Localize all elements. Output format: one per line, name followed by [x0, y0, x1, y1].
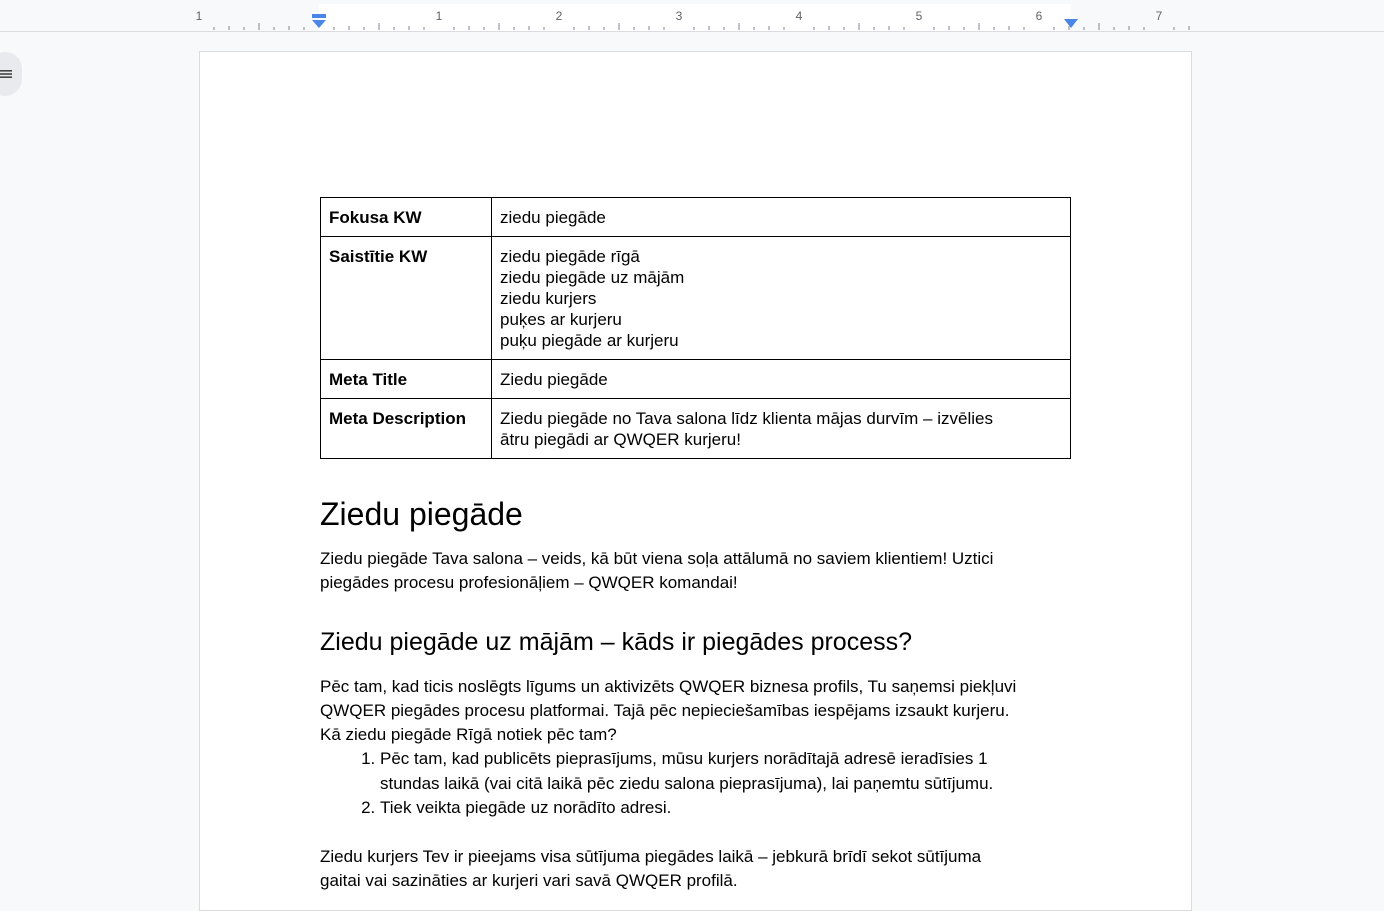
horizontal-ruler [0, 0, 1384, 32]
text-line: gaitai vai sazināties ar kurjeri vari savā QWQER profilā. [320, 870, 738, 890]
list-item[interactable] [380, 796, 1072, 821]
text-line: Pēc tam, kad ticis noslēgts līgums un aktivizēts QWQER biznesa profils, Tu saņemsi piekļuvi [320, 677, 1017, 696]
ruler-label: 1 [195, 9, 203, 23]
cell-line: ziedu piegāde uz mājām [500, 268, 685, 287]
cell-line: Ziedu piegāde no Tava salona līdz klienta mājas durvīm – izvēlies [500, 409, 993, 428]
seo-meta-table[interactable] [320, 197, 1071, 459]
table-key-cell[interactable]: Saistītie KW [321, 237, 492, 360]
text-line: Kā ziedu piegāde Rīgā notiek pēc tam? [320, 725, 617, 744]
ruler-label: 3 [675, 9, 683, 23]
cell-line: puķu piegāde ar kurjeru [500, 331, 679, 350]
cell-line: puķes ar kurjeru [500, 310, 622, 329]
text-line: 1. Pēc tam, kad publicēts pieprasījums, mūsu kurjers norādītajā adresē ieradīsies 1 [380, 749, 988, 768]
table-key-cell[interactable]: Meta Title [321, 360, 492, 399]
ruler-label: 5 [915, 9, 923, 23]
table-row [321, 360, 1071, 399]
table-row [321, 237, 1071, 360]
section-heading[interactable]: Ziedu piegāde uz mājām – kāds ir piegādes process? [320, 628, 913, 656]
document-body[interactable] [320, 197, 1072, 893]
cell-line: ziedu kurjers [500, 289, 597, 308]
process-steps-list[interactable] [320, 747, 1072, 821]
text-line: QWQER piegādes procesu platformai. Tajā pēc nepieciešamības iespējams izsaukt kurjeru. [320, 701, 1010, 720]
cell-line: ātru piegādi ar QWQER kurjeru! [500, 430, 741, 449]
text-line: 2. Tiek veikta piegāde uz norādīto adresi. [380, 798, 672, 817]
document-page[interactable] [199, 51, 1192, 911]
left-indent-marker[interactable] [311, 14, 327, 30]
list-item[interactable] [380, 747, 1072, 796]
table-row [321, 198, 1071, 237]
ruler-label: 1 [435, 9, 443, 23]
table-value-cell[interactable] [492, 399, 1071, 459]
text-line: piegādes procesu profesionāļiem – QWQER komandai! [320, 573, 738, 592]
document-heading[interactable]: Ziedu piegāde [320, 496, 523, 532]
list-icon [0, 69, 12, 79]
cell-line: ziedu piegāde rīgā [500, 247, 640, 266]
cell-line: ziedu piegāde [500, 208, 606, 227]
cell-line: Ziedu piegāde [500, 370, 608, 389]
table-value-cell[interactable] [492, 237, 1071, 360]
table-key-cell[interactable]: Meta Description [321, 399, 492, 459]
courier-paragraph[interactable] [320, 845, 1072, 893]
table-value-cell[interactable] [492, 360, 1071, 399]
table-key-cell[interactable]: Fokusa KW [321, 198, 492, 237]
ruler-label: 2 [555, 9, 563, 23]
document-outline-button[interactable] [0, 52, 22, 96]
table-row [321, 399, 1071, 459]
ruler-label: 4 [795, 9, 803, 23]
process-paragraph[interactable] [320, 675, 1072, 747]
ruler-label: 6 [1035, 9, 1043, 23]
right-indent-marker[interactable] [1063, 18, 1079, 30]
text-line: Ziedu piegāde Tava salona – veids, kā būt viena soļa attālumā no saviem klientiem! Uztici [320, 549, 994, 568]
ruler-ticks [0, 0, 1384, 31]
text-line: Ziedu kurjers Tev ir pieejams visa sūtījuma piegādes laikā – jebkurā brīdī sekot sūtījuma [320, 846, 982, 866]
table-value-cell[interactable] [492, 198, 1071, 237]
ruler-label: 7 [1155, 9, 1163, 23]
text-line: stundas laikā (vai citā laikā pēc ziedu salona pieprasījuma), lai paņemtu sūtījumu. [380, 773, 994, 793]
intro-paragraph[interactable] [320, 547, 1072, 595]
